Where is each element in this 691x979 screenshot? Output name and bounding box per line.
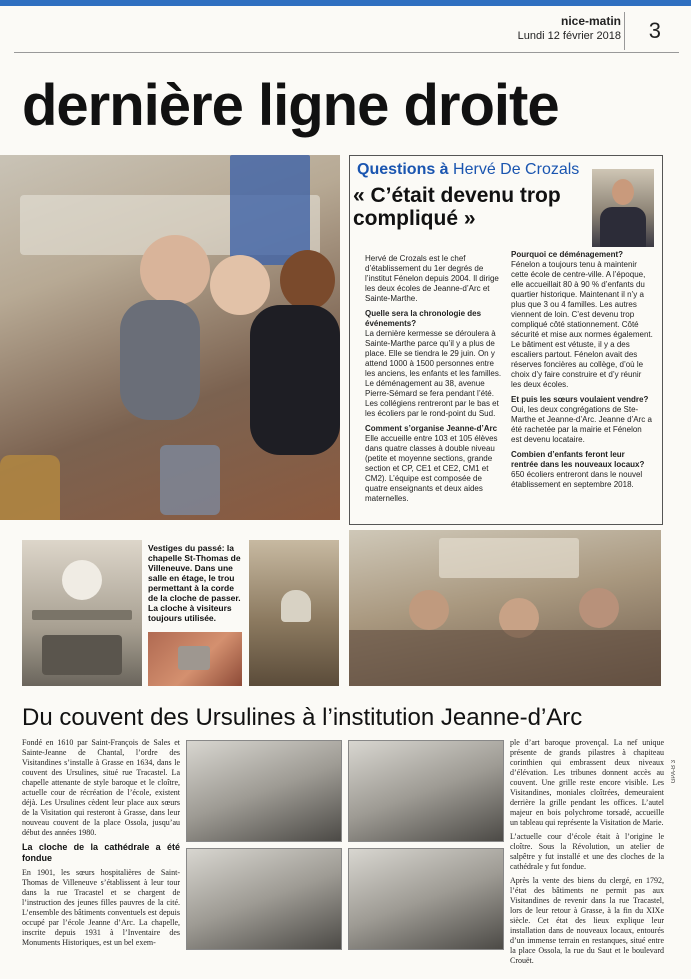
- paragraph: 650 écoliers entreront dans le nouvel établissement en septembre 2018.: [511, 470, 643, 489]
- paragraph: Fénelon a toujours tenu à maintenir cette école de centre-ville. A l’époque, elle accueillait 80 à 90 % d’enfants du quartier historique. Maintenant il n’y a plus que 3 ou 4 familles. Les autres viennent de loin. C’est devenu trop compliqué côté stationnement. Côté sécurité et mise aux normes également. Le bâtiment est vétuste, il y a des escaliers partout. Fénelon avait des réserves foncières au collège, d’où le choix d’y faire construire et d’y réunir les deux écoles.: [511, 260, 653, 389]
- paragraph: Oui, les deux congrégations de Ste-Marthe et Jeanne-d’Arc. Jeanne d’Arc a été rachetée par la mairie et Fénelon est devenu locataire.: [511, 405, 652, 444]
- question-heading: Pourquoi ce déménagement?: [511, 250, 624, 259]
- floor-hole-photo: [148, 632, 242, 686]
- paragraph: La dernière kermesse se déroulera à Sainte-Marthe parce qu’il y a plus de place. Elle se tiendra le 29 juin. On y attend 1000 à 1500 personnes entre les anciens, les enfants et les familles. Le déménagement au 38, avenue Pierre-Sémard se fera pendant l’été. Les collégiens rentreront par le bas et les écoliers par le rond-point du Sud.: [365, 329, 502, 418]
- chapel-photo: [22, 540, 142, 686]
- history-column-2: [510, 738, 664, 970]
- paragraph: Après la vente des biens du clergé, en 1792, l’état des bâtiments ne permit pas aux Visitandines de revenir dans la rue Tracastel, lors de leur retour à Grasse, à la fin du XIXe siècle. Cet état des lieux explique leur installation dans de nouveaux locaux, entourés d’un immense terrain en restanques, situé entre la place Ossola, la rue du Saut et le boulevard Crouët.: [510, 876, 664, 965]
- archive-photo-1: [186, 740, 342, 842]
- page-headline: dernière ligne droite: [22, 73, 559, 138]
- photo-credit: GPA-B 3: [671, 760, 677, 784]
- paragraph: Elle accueille entre 103 et 105 élèves dans quatre classes à double niveau (petite et moyenne sections, grande section et CP, CE1 et CE2, CM1 et CM2). L’équipe est composée de quatre enseignants et deux aides maternelles.: [365, 434, 498, 503]
- portrait-photo: [592, 169, 654, 247]
- paragraph: En 1901, les sœurs hospitalières de Saint-Thomas de Villeneuve s’établissent à leur tour dans la rue Tracastel et se chargent de l’instruction des jeunes filles pauvres de la cité. L’ensemble des bâtiments conventuels est depuis occupé par l’école Jeanne d’Arc. La chapelle, inscrite depuis 1931 à l’Inventaire des Monuments Historiques, est un bel exem-: [22, 868, 180, 947]
- question-heading: Et puis les sœurs voulaient vendre?: [511, 395, 649, 404]
- archive-photo-3: [186, 848, 342, 950]
- publication-date: Lundi 12 février 2018: [517, 30, 621, 42]
- paragraph: Hervé de Crozals est le chef d’établissement du 1er degrés de l’institut Fénelon depuis 2004. Il dirige les deux écoles de Jeanne-d’Arc et Sainte-Marthe.: [365, 254, 499, 303]
- header-rule: [14, 52, 679, 53]
- question-heading: La cloche de la cathédrale a été fondue: [22, 842, 180, 863]
- history-headline: Du couvent des Ursulines à l’institution Jeanne-d’Arc: [22, 704, 583, 731]
- questions-label: Questions à: [357, 161, 449, 178]
- publication-name: nice-matin: [560, 14, 621, 28]
- archive-photo-4: [348, 848, 504, 950]
- interviewee-name: Hervé De Crozals: [453, 161, 580, 178]
- question-heading: Comment s’organise Jeanne-d’Arc: [365, 424, 498, 433]
- top-color-bar: [0, 0, 691, 6]
- classroom-photo: [0, 155, 340, 520]
- paragraph: ple d’art baroque provençal. La nef unique présente de grands pilastres à chapiteau corinthien qui embrassent deux niveaux d’élévation. Les tribunes donnent accès au couvent. Une grille reste encore visible. Les Visitandines, moniales cloîtrées, demeuraient derrière la grille pendant les offices. L’autel majeur en bois polychrome torsadé, accueille un tableau qui représente la Visitation de Marie.: [510, 738, 664, 827]
- page-number: 3: [648, 18, 661, 43]
- vestiges-caption: Vestiges du passé: la chapelle St-Thomas de Villeneuve. Dans une salle en étage, le trou permettant à la corde de la cloche de passer. La cloche à visiteurs toujours utilisée.: [148, 543, 241, 623]
- interview-label: [357, 161, 579, 179]
- bell-photo: [249, 540, 339, 686]
- paragraph: Fondé en 1610 par Saint-François de Sales et Sainte-Jeanne de Chantal, l’ordre des Visitandines s’installe à Grasse en 1634, dans le couvent des Ursulines, situé rue Tracastel. La chapelle attenante de style baroque et le cloître, actuelle cour de récréation de l’école, existent déjà. Les Ursulines cèdent leur place aux sœurs de la Visitation qui resteront à Grasse, dans leur nouveau couvent de la place Ossola, jusqu’au début des années 1980.: [22, 738, 180, 837]
- archive-photo-2: [348, 740, 504, 842]
- question-heading: Combien d’enfants feront leur rentrée dans les nouveaux locaux?: [511, 450, 645, 469]
- classroom-photo-2: [349, 530, 661, 686]
- header-separator: [624, 12, 625, 50]
- paragraph: L’actuelle cour d’école était à l’origine le cloître. Sous la Révolution, un atelier de salpêtre y fut installé et une des cloches de la cathédrale y fut fondue.: [510, 832, 664, 871]
- interview-column-2: [511, 250, 653, 495]
- interview-column-1: [365, 254, 503, 509]
- history-column-1: [22, 738, 180, 952]
- interview-title: « C’était devenu trop compliqué »: [353, 184, 561, 230]
- question-heading: Quelle sera la chronologie des événements?: [365, 309, 482, 328]
